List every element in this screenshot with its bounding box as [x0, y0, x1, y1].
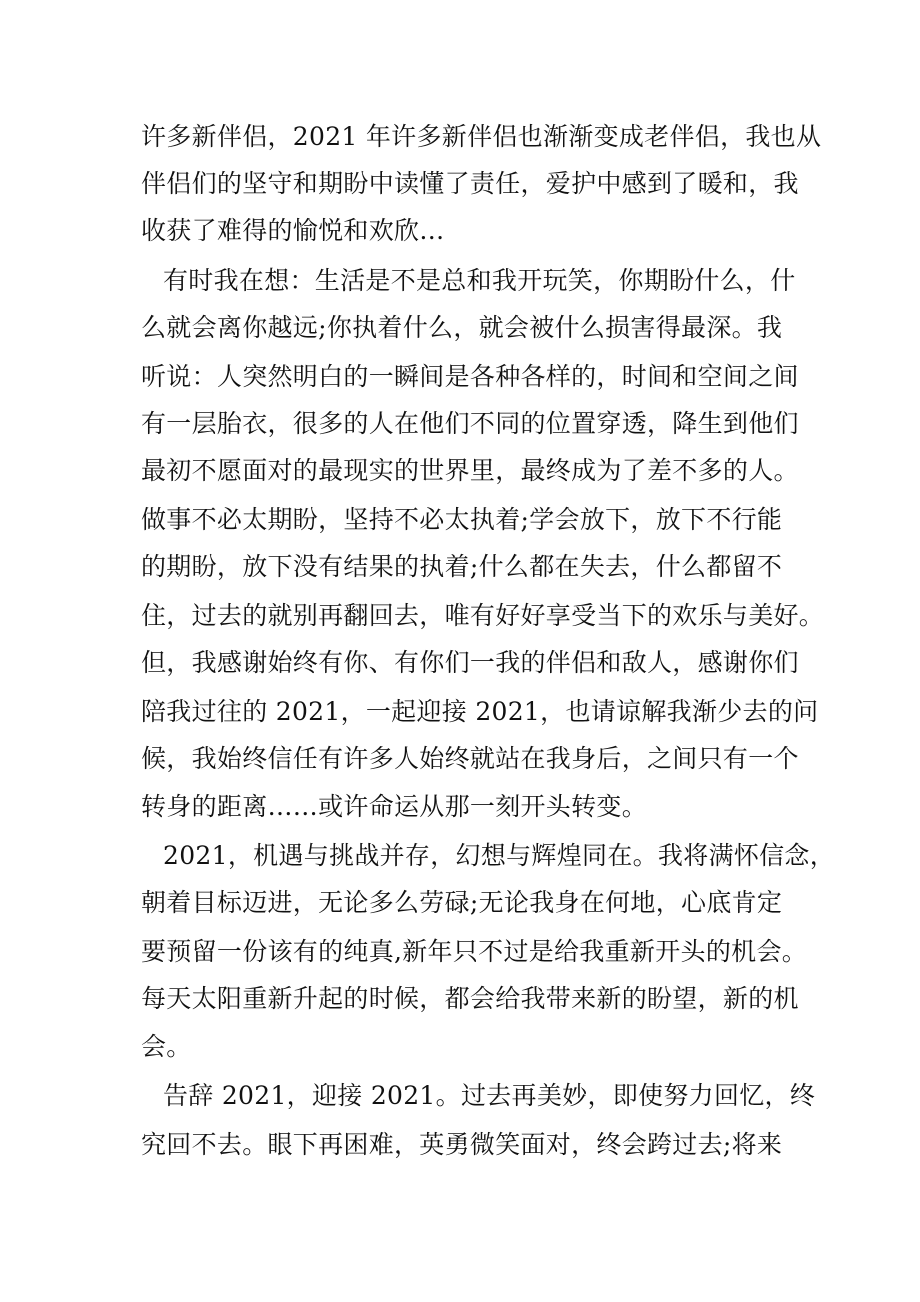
text-line: 要预留一份该有的纯真,新年只不过是给我重新开头的机会。 [141, 937, 808, 966]
text-line: 做事不必太期盼，坚持不必太执着;学会放下，放下不行能 [141, 505, 783, 534]
text-line: 转身的距离……或许命运从那一刻开头转变。 [141, 792, 648, 821]
text-line: 住，过去的就别再翻回去，唯有好好享受当下的欢乐与美好。 [141, 601, 825, 630]
text-line: 每天太阳重新升起的时候，都会给我带来新的盼望，新的机 [141, 984, 799, 1013]
text-line: 究回不去。眼下再困难，英勇微笑面对，终会跨过去;将来 [141, 1130, 783, 1159]
text-line: 的期盼，放下没有结果的执着;什么都在失去，什么都留不 [141, 552, 783, 581]
text-line: 告辞 2021，迎接 2021。过去再美妙，即使努力回忆，终 [163, 1081, 816, 1110]
text-line: 听说：人突然明白的一瞬间是各种各样的，时间和空间之间 [141, 362, 799, 391]
text-line: 有时我在想：生活是不是总和我开玩笑，你期盼什么，什 [163, 266, 796, 295]
text-line: 收获了难得的愉悦和欢欣… [141, 216, 445, 245]
text-line: 伴侣们的坚守和期盼中读懂了责任，爱护中感到了暖和，我 [141, 169, 799, 198]
text-line: 么就会离你越远;你执着什么，就会被什么损害得最深。我 [141, 313, 783, 342]
text-line: 候，我始终信任有许多人始终就站在我身后，之间只有一个 [141, 744, 799, 773]
text-line: 有一层胎衣，很多的人在他们不同的位置穿透，降生到他们 [141, 409, 799, 438]
text-line: 陪我过往的 2021，一起迎接 2021，也请谅解我渐少去的问 [141, 697, 819, 726]
text-line: 但，我感谢始终有你、有你们一我的伴侣和敌人，感谢你们 [141, 648, 799, 677]
text-line: 许多新伴侣，2021 年许多新伴侣也渐渐变成老伴侣，我也从 [141, 122, 822, 151]
text-line: 会。 [141, 1032, 192, 1061]
text-line: 朝着目标迈进，无论多么劳碌;无论我身在何地，心底肯定 [141, 888, 783, 917]
text-line: 最初不愿面对的最现实的世界里，最终成为了差不多的人。 [141, 456, 799, 485]
text-line: 2021，机遇与挑战并存，幻想与辉煌同在。我将满怀信念， [163, 841, 836, 870]
